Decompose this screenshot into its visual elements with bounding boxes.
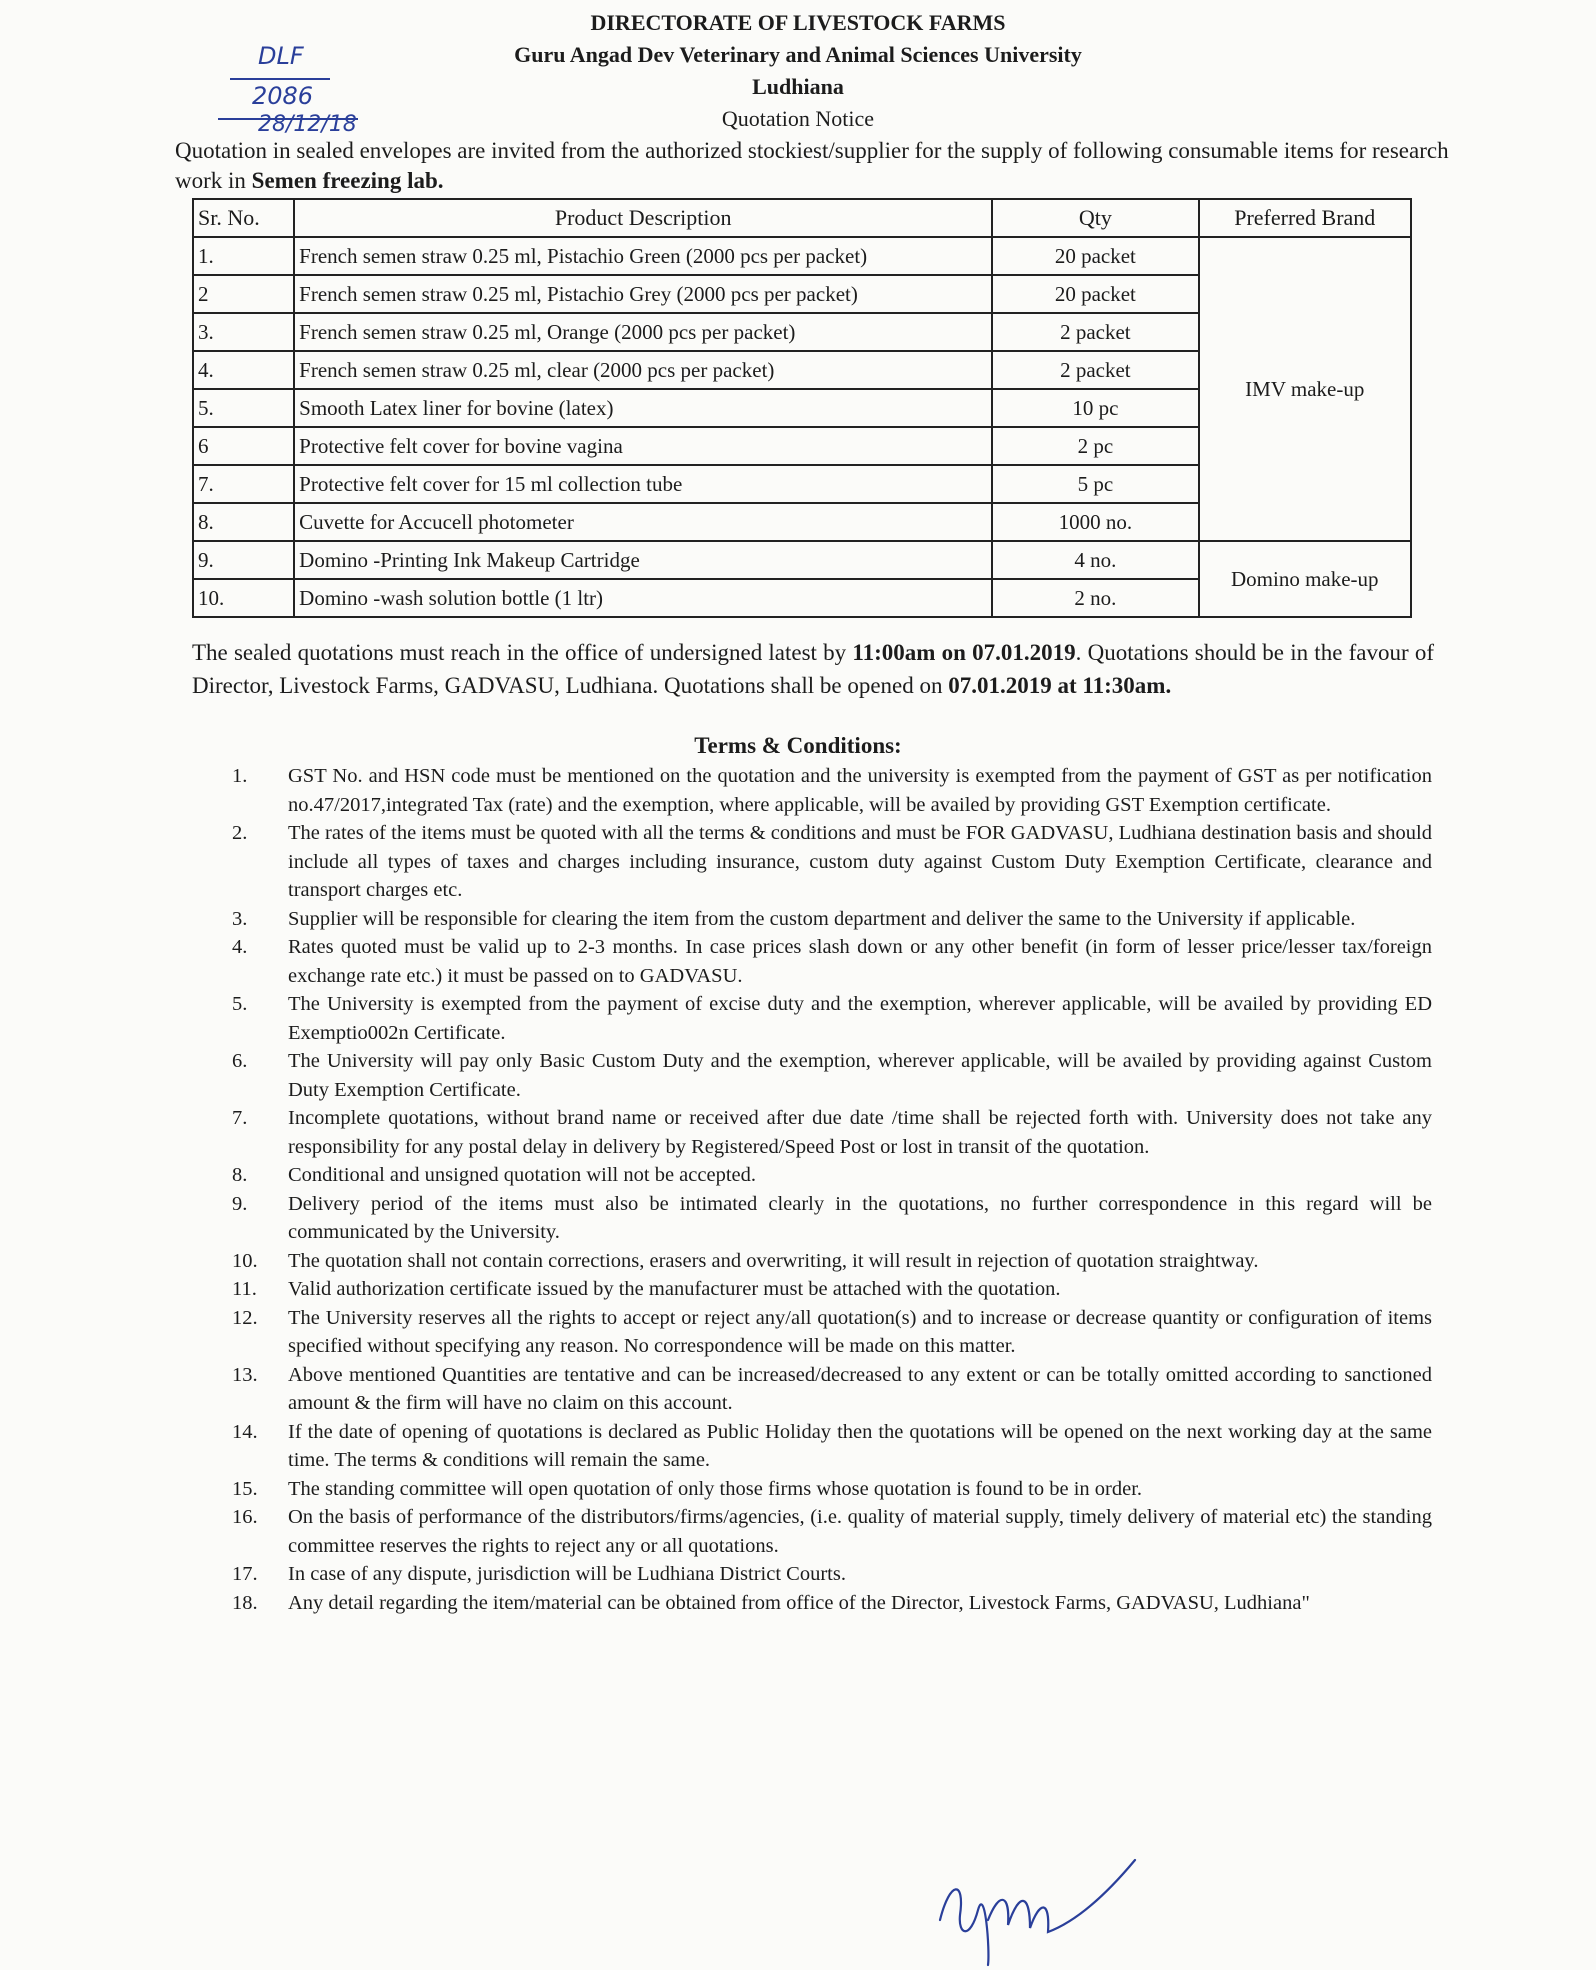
deadline-text-2: . Quotations should be in the favour of Director, Livestock Farms, GADVASU, Ludhiana. Quotations shall be opened on — [192, 640, 1435, 698]
term-text: In case of any dispute, jurisdiction will be Ludhiana District Courts. — [288, 1563, 846, 1585]
col-qty: Qty — [992, 199, 1198, 237]
term-item — [232, 1560, 1432, 1589]
deadline-time: 11:00am on 07.01.2019 — [852, 640, 1076, 665]
term-number: 2. — [232, 822, 248, 844]
deadline-text-1: The sealed quotations must reach in the office of undersigned latest by — [192, 640, 853, 665]
term-number: 9. — [232, 1192, 248, 1215]
brand-cell-imv: IMV make-up — [1199, 237, 1411, 541]
desc-cell: French semen straw 0.25 ml, Pistachio Grey (2000 pcs per packet) — [294, 275, 992, 313]
qty-cell: 1000 no. — [992, 503, 1198, 541]
term-item — [232, 762, 1432, 819]
term-text: If the date of opening of quotations is declared as Public Holiday then the quotations will be opened on the next working day at the same time. The terms & conditions will remain the same. — [288, 1420, 1432, 1471]
term-item — [232, 1161, 1432, 1190]
term-number: 8. — [232, 1164, 248, 1186]
term-item — [232, 1418, 1432, 1475]
term-text: Valid authorization certificate issued by the manufacturer must be attached with the quotation. — [288, 1278, 1061, 1300]
notice-title: Quotation Notice — [721, 106, 875, 131]
term-item — [232, 1247, 1432, 1276]
sr-cell: 2 — [193, 275, 294, 313]
desc-cell: Protective felt cover for 15 ml collection tube — [294, 465, 992, 503]
term-text: Above mentioned Quantities are tentative and can be increased/decreased to any extent or can be totally omitted according to sanctioned amount & the firm will have no claim on this account. — [288, 1363, 1432, 1414]
col-product-description: Product Description — [294, 199, 992, 237]
term-item — [232, 819, 1432, 905]
term-item — [232, 1361, 1432, 1418]
term-text: GST No. and HSN code must be mentioned on the quotation and the university is exempted from the payment of GST as per notification no.47/2017,integrated Tax (rate) and the exemption, where applicable, will be availed by providing GST Exemption certificate. — [288, 765, 1432, 816]
term-number: 14. — [232, 1420, 258, 1443]
intro-paragraph — [175, 136, 1495, 196]
handwritten-ref-1: DLF — [258, 42, 304, 70]
sr-cell: 5. — [193, 389, 294, 427]
terms-list — [232, 762, 1432, 1617]
term-number: 16. — [232, 1506, 258, 1528]
sr-cell: 8. — [193, 503, 294, 541]
term-text: The University reserves all the rights to accept or reject any/all quotation(s) and to increase or decrease quantity or configuration of items specified without specifying any reason. No correspondence will be made on this matter. — [288, 1306, 1432, 1357]
desc-cell: Smooth Latex liner for bovine (latex) — [294, 389, 992, 427]
sr-cell: 3. — [193, 313, 294, 351]
term-number: 7. — [232, 1107, 248, 1129]
term-item — [232, 1304, 1432, 1361]
term-text: The University will pay only Basic Custom Duty and the exemption, wherever applicable, will be availed by providing against Custom Duty Exemption Certificate. — [288, 1050, 1432, 1101]
city-name: Ludhiana — [752, 74, 844, 99]
desc-cell: Protective felt cover for bovine vagina — [294, 427, 992, 465]
signature-mark — [930, 1840, 1150, 1970]
col-preferred-brand: Preferred Brand — [1199, 199, 1411, 237]
handwritten-underline-1 — [230, 78, 330, 80]
qty-cell: 2 pc — [992, 427, 1198, 465]
handwritten-ref-2: 2086 — [252, 82, 314, 110]
term-number: 5. — [232, 993, 248, 1015]
org-title: DIRECTORATE OF LIVESTOCK FARMS — [590, 10, 1006, 35]
term-number: 6. — [232, 1050, 248, 1072]
table-row — [193, 237, 1411, 275]
term-text: Any detail regarding the item/material can be obtained from office of the Director, Livestock Farms, GADVASU, Ludhiana" — [288, 1591, 1310, 1614]
term-number: 18. — [232, 1591, 258, 1614]
term-text: Supplier will be responsible for clearing the item from the custom department and deliver the same to the University if applicable. — [288, 907, 1356, 930]
term-item — [232, 1190, 1432, 1247]
term-number: 1. — [232, 765, 248, 787]
term-item — [232, 1503, 1432, 1560]
term-number: 4. — [232, 936, 248, 958]
term-text: The University is exempted from the payment of excise duty and the exemption, wherever applicable, will be availed by providing ED Exemptio002n Certificate. — [288, 993, 1432, 1044]
terms-title: Terms & Conditions: — [694, 733, 902, 758]
term-item — [232, 933, 1432, 990]
deadline-paragraph — [192, 636, 1434, 702]
desc-cell: French semen straw 0.25 ml, Orange (2000 pcs per packet) — [294, 313, 992, 351]
sr-cell: 7. — [193, 465, 294, 503]
sr-cell: 6 — [193, 427, 294, 465]
term-item — [232, 1104, 1432, 1161]
table-row — [193, 541, 1411, 579]
university-name: Guru Angad Dev Veterinary and Animal Sciences University — [514, 42, 1082, 67]
term-text: Rates quoted must be valid up to 2-3 months. In case prices slash down or any other benefit (in form of lesser price/lesser tax/foreign exchange rate etc.) it must be passed on to GADVASU. — [288, 936, 1432, 987]
qty-cell: 4 no. — [992, 541, 1198, 579]
qty-cell: 2 no. — [992, 579, 1198, 617]
term-number: 13. — [232, 1363, 258, 1386]
term-text: Delivery period of the items must also be intimated clearly in the quotations, no further correspondence in this regard will be communicated by the University. — [288, 1192, 1432, 1243]
term-text: Conditional and unsigned quotation will not be accepted. — [288, 1164, 756, 1186]
term-number: 12. — [232, 1306, 258, 1329]
desc-cell: Cuvette for Accucell photometer — [294, 503, 992, 541]
qty-cell: 2 packet — [992, 313, 1198, 351]
desc-cell: French semen straw 0.25 ml, clear (2000 pcs per packet) — [294, 351, 992, 389]
qty-cell: 2 packet — [992, 351, 1198, 389]
term-item — [232, 1047, 1432, 1104]
table-header-row — [193, 199, 1411, 237]
opening-time: 07.01.2019 at 11:30am. — [948, 673, 1172, 698]
sr-cell: 9. — [193, 541, 294, 579]
term-item — [232, 990, 1432, 1047]
term-item — [232, 1275, 1432, 1304]
qty-cell: 20 packet — [992, 275, 1198, 313]
term-item — [232, 905, 1432, 934]
term-text: The rates of the items must be quoted with all the terms & conditions and must be FOR GADVASU, Ludhiana destination basis and should include all types of taxes and charges including insurance, custom duty against Custom Duty Exemption Certificate, clearance and transport charges etc. — [288, 822, 1432, 901]
lab-name: Semen freezing lab. — [251, 168, 444, 193]
term-number: 15. — [232, 1477, 258, 1500]
desc-cell: Domino -wash solution bottle (1 ltr) — [294, 579, 992, 617]
items-table — [192, 198, 1412, 618]
qty-cell: 10 pc — [992, 389, 1198, 427]
term-number: 17. — [232, 1563, 258, 1585]
col-sr-no: Sr. No. — [193, 199, 294, 237]
term-text: The standing committee will open quotation of only those firms whose quotation is found to be in order. — [288, 1477, 1143, 1500]
qty-cell: 5 pc — [992, 465, 1198, 503]
term-item — [232, 1589, 1432, 1618]
intro-text: Quotation in sealed envelopes are invited from the authorized stockiest/supplier for the supply of following consumable items for research work in — [175, 138, 1449, 193]
desc-cell: Domino -Printing Ink Makeup Cartridge — [294, 541, 992, 579]
term-text: The quotation shall not contain corrections, erasers and overwriting, it will result in rejection of quotation straightway. — [288, 1249, 1259, 1272]
brand-cell-domino: Domino make-up — [1199, 541, 1411, 617]
sr-cell: 4. — [193, 351, 294, 389]
desc-cell: French semen straw 0.25 ml, Pistachio Green (2000 pcs per packet) — [294, 237, 992, 275]
sr-cell: 10. — [193, 579, 294, 617]
qty-cell: 20 packet — [992, 237, 1198, 275]
term-item — [232, 1475, 1432, 1504]
term-number: 10. — [232, 1249, 258, 1272]
term-text: On the basis of performance of the distributors/firms/agencies, (i.e. quality of material supply, timely delivery of material etc) the standing committee reserves the rights to reject any or all quotations. — [288, 1506, 1432, 1557]
sr-cell: 1. — [193, 237, 294, 275]
term-number: 3. — [232, 907, 248, 930]
term-text: Incomplete quotations, without brand name or received after due date /time shall be rejected forth with. University does not take any responsibility for any postal delay in delivery by Registered/Speed Post or lost in transit of the quotation. — [288, 1107, 1432, 1158]
term-number: 11. — [232, 1278, 257, 1300]
handwritten-date: 28/12/18 — [258, 112, 357, 137]
